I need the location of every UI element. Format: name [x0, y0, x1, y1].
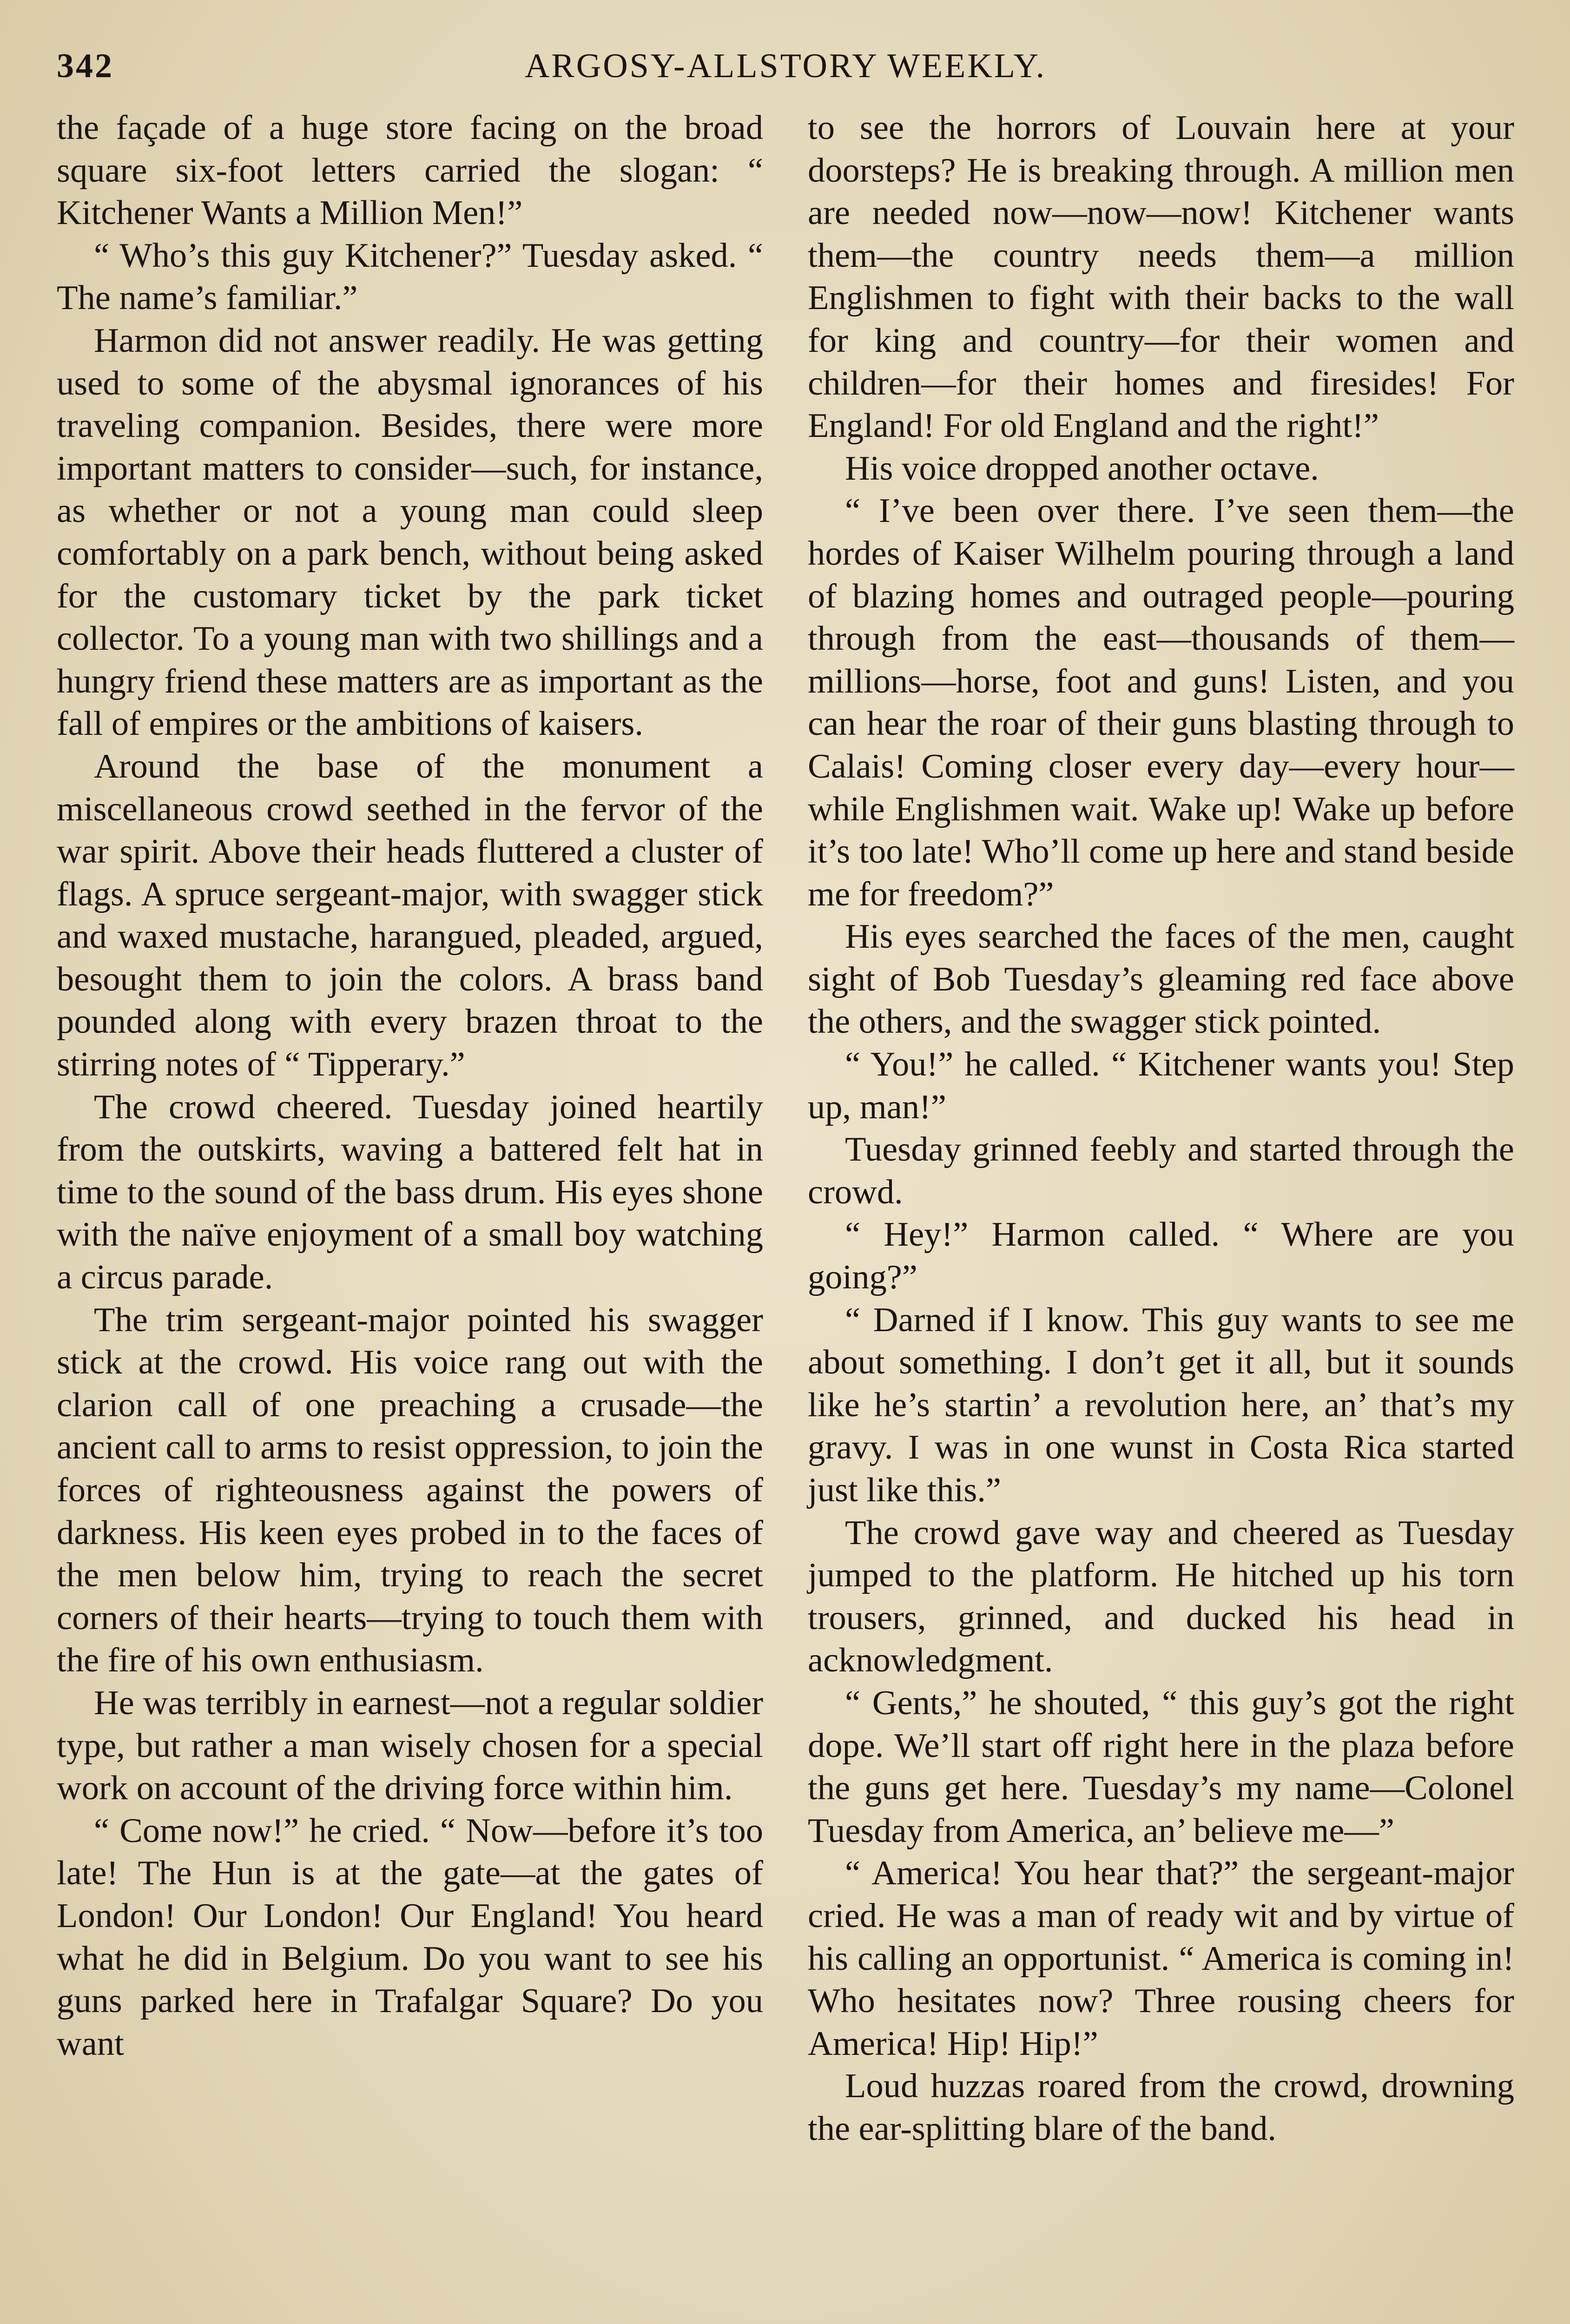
paragraph: “ You!” he called. “ Kitchener wants you! Step up, man!” [808, 1045, 1514, 1126]
paragraph: The crowd cheered. Tuesday joined heartily from the outskirts, waving a battered felt hat in time to the sound of the bass drum. His eyes shone with the naïve enjoyment of a small boy watching a circus parade. [57, 1088, 763, 1297]
paragraph: “ Hey!” Harmon called. “ Where are you going?” [808, 1215, 1514, 1297]
paragraph: to see the horrors of Louvain here at your doorsteps? He is breaking through. A million men are needed now—now—now! Kitchener wants them—the country needs them—a million Englishmen to fight with their backs to the wall for king and country—for their women and children—for their homes and firesides! For England! For old England and the right!” [808, 109, 1514, 445]
right-column [808, 107, 1514, 2151]
paragraph: Harmon did not answer readily. He was getting used to some of the abysmal ignorances of his traveling companion. Besides, there were more important matters to consider—such, for instance, as whether or not a young man could sleep comfortably on a park bench, without being asked for the customary ticket by the park ticket collector. To a young man with two shillings and a hungry friend these matters are as important as the fall of empires or the ambitions of kaisers. [57, 321, 763, 743]
paragraph: Around the base of the monument a miscellaneous crowd seethed in the fervor of the war spirit. Above their heads fluttered a cluster of flags. A spruce sergeant-major, with swagger stick and waxed mustache, harangued, pleaded, argued, besought them to join the colors. A brass band pounded along with every brazen throat to the stirring notes of “ Tipperary.” [57, 747, 763, 1084]
paragraph: “ America! You hear that?” the sergeant-major cried. He was a man of ready wit and by virtue of his calling an opportunist. “ America is coming in! Who hesitates now? Three rousing cheers for America! Hip! Hip!” [808, 1854, 1514, 2063]
paragraph: “ I’ve been over there. I’ve seen them—the hordes of Kaiser Wilhelm pouring through a land of blazing homes and outraged people—pouring through from the east—thousands of them—millions—horse, foot and guns! Listen, and you can hear the roar of their guns blasting through to Calais! Coming closer every day—every hour—while Englishmen wait. Wake up! Wake up before it’s too late! Who’ll come up here and stand beside me for freedom?” [808, 492, 1514, 913]
text-columns [57, 107, 1514, 2151]
paragraph: His voice dropped another octave. [845, 449, 1319, 488]
running-head: ARGOSY-ALLSTORY WEEKLY. [524, 47, 1047, 85]
paragraph: Tuesday grinned feebly and started through the crowd. [808, 1130, 1514, 1211]
paragraph: His eyes searched the faces of the men, caught sight of Bob Tuesday’s gleaming red face above the others, and the swagger stick pointed. [808, 918, 1514, 1041]
paragraph: “ Who’s this guy Kitchener?” Tuesday asked. “ The name’s familiar.” [57, 236, 763, 317]
paragraph: The trim sergeant-major pointed his swagger stick at the crowd. His voice rang out with the clarion call of one preaching a crusade—the ancient call to arms to resist oppression, to join the forces of righteousness against the powers of darkness. His keen eyes probed in to the faces of the men below him, trying to reach the secret corners of their hearts—trying to touch them with the fire of his own enthusiasm. [57, 1301, 763, 1680]
paragraph: “ Gents,” he shouted, “ this guy’s got the right dope. We’ll start off right here in the plaza before the guns get here. Tuesday’s my name—Colonel Tuesday from America, an’ believe me—” [808, 1684, 1514, 1850]
paragraph: the façade of a huge store facing on the broad square six-foot letters carried the slogan: “ Kitchener Wants a Million Men!” [57, 109, 763, 232]
left-column [57, 107, 763, 2151]
page-number: 342 [57, 47, 114, 85]
paragraph: “ Darned if I know. This guy wants to see me about something. I don’t get it all, but it sounds like he’s startin’ a revolution here, an’ that’s my gravy. I was in one wunst in Costa Rica started just like this.” [808, 1301, 1514, 1509]
paragraph: The crowd gave way and cheered as Tuesday jumped to the platform. He hitched up his torn trousers, grinned, and ducked his head in acknowledgment. [808, 1513, 1514, 1680]
paragraph: Loud huzzas roared from the crowd, drowning the ear-splitting blare of the band. [808, 2067, 1514, 2148]
paragraph: He was terribly in earnest—not a regular soldier type, but rather a man wisely chosen for a special work on account of the driving force within him. [57, 1684, 763, 1808]
page-header [57, 46, 1514, 107]
paragraph: “ Come now!” he cried. “ Now—before it’s too late! The Hun is at the gate—at the gates of London! Our London! Our England! You heard what he did in Belgium. Do you want to see his guns parked here in Trafalgar Square? Do you want [57, 1811, 763, 2063]
